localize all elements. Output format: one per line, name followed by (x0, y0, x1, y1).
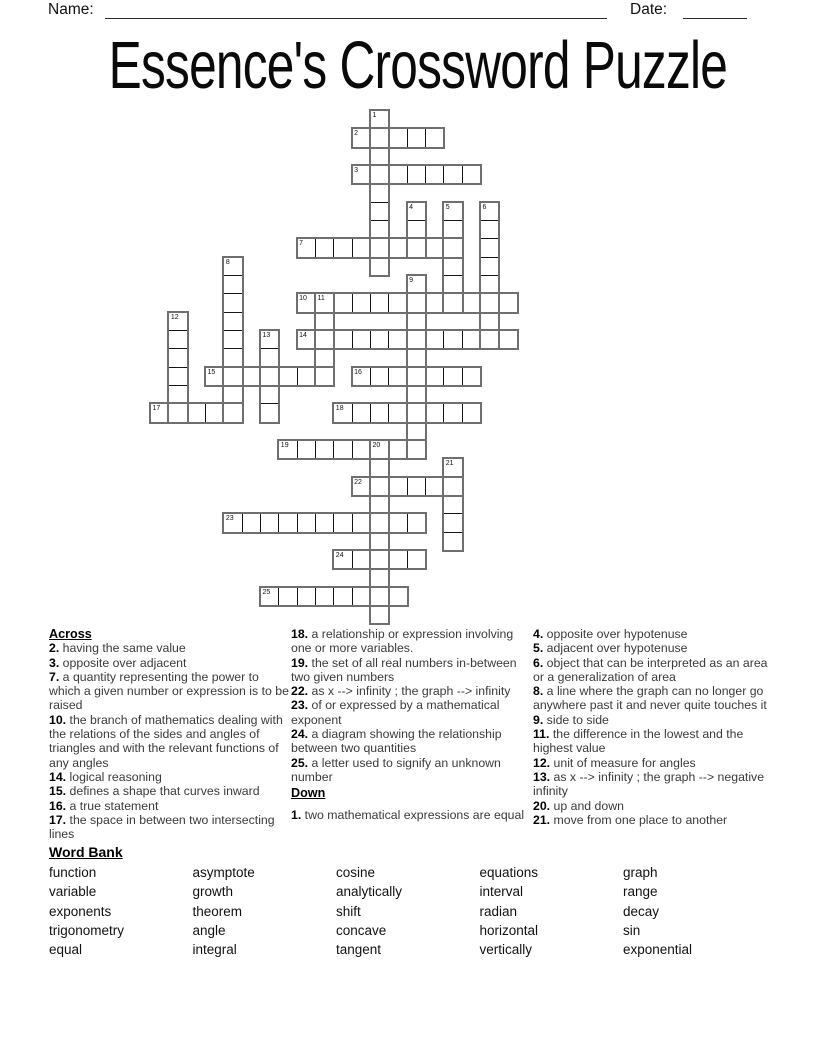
grid-cell[interactable] (352, 513, 371, 532)
clue-item: 17. the space in between two intersecting lines (49, 812, 275, 842)
clue-number: 13. (533, 769, 551, 784)
grid-cell[interactable] (443, 165, 462, 184)
grid-cell[interactable] (370, 477, 389, 496)
word-bank-word: angle (192, 922, 226, 938)
clue-number: 2. (49, 641, 60, 656)
word-bank-word: theorem (192, 903, 243, 919)
clue-number: 4. (533, 627, 544, 641)
down-header: Down (291, 786, 326, 801)
grid-cell[interactable] (388, 477, 407, 496)
grid-cell[interactable] (425, 165, 444, 184)
grid-cell[interactable] (168, 385, 187, 404)
grid-cell[interactable] (352, 238, 371, 257)
grid-number: 18 (335, 405, 344, 413)
clue-number: 11. (533, 727, 550, 742)
grid-cell[interactable] (352, 293, 371, 312)
word-bank-word: asymptote (192, 865, 255, 880)
grid-cell[interactable] (443, 330, 462, 349)
grid-cell[interactable] (498, 293, 517, 312)
grid-cell[interactable] (462, 165, 481, 184)
word-bank-word: integral (192, 942, 237, 958)
grid-number: 1 (372, 112, 377, 119)
grid-cell[interactable] (370, 550, 389, 569)
grid-cell[interactable] (407, 477, 426, 496)
word-bank-word: variable (49, 884, 97, 900)
grid-number: 16 (354, 368, 362, 376)
grid-cell[interactable] (498, 330, 517, 349)
clue-number: 19. (291, 655, 309, 670)
grid-cell[interactable] (407, 550, 426, 569)
grid-cell[interactable] (443, 257, 462, 276)
down-clues-part2 (533, 627, 773, 827)
grid-cell[interactable] (223, 312, 242, 331)
clue-item: 8. a line where the graph can no longer go anywhere past it and never quite touches it (533, 684, 767, 713)
clues-column-1 (49, 627, 289, 841)
grid-cell[interactable] (443, 275, 462, 294)
grid-cell[interactable] (462, 293, 481, 312)
clue-item: 18. a relationship or expression involving one or more variables. (291, 627, 514, 656)
clue-item: 9. side to side (533, 712, 609, 727)
grid-cell[interactable] (352, 403, 371, 422)
grid-cell[interactable] (388, 128, 407, 147)
grid-cell[interactable] (333, 587, 352, 606)
grid-cell[interactable] (388, 440, 407, 459)
word-bank-word: tangent (336, 942, 382, 958)
grid-cell[interactable] (443, 513, 462, 532)
clue-item: 7. a quantity representing the power to which a given number or expression is to be raised (49, 669, 289, 713)
grid-cell[interactable] (315, 238, 334, 257)
grid-cell[interactable] (407, 220, 426, 239)
clue-number: 5. (533, 641, 544, 656)
grid-cell[interactable] (260, 348, 279, 367)
grid-cell[interactable] (425, 330, 444, 349)
word-bank-word: concave (336, 922, 387, 938)
grid-number: 6 (482, 203, 487, 211)
grid-cell[interactable] (370, 605, 389, 624)
grid-number: 11 (317, 295, 325, 303)
grid-cell[interactable] (370, 458, 389, 477)
grid-number: 13 (262, 331, 271, 339)
clue-number: 17. (49, 812, 67, 827)
grid-number: 10 (299, 295, 307, 303)
grid-cell[interactable] (370, 568, 389, 587)
clue-item: 5. adjacent over hypotenuse (533, 641, 688, 656)
grid-cell[interactable] (480, 275, 499, 294)
word-bank-word: exponential (623, 942, 693, 958)
grid-cell[interactable] (462, 330, 481, 349)
word-bank-column (623, 863, 763, 959)
page-title: Essence's Crossword Puzzle (108, 28, 728, 103)
grid-cell[interactable] (370, 513, 389, 532)
grid-cell[interactable] (480, 238, 499, 257)
grid-cell[interactable] (352, 440, 371, 459)
grid-cell[interactable] (315, 367, 334, 386)
grid-cell[interactable] (260, 513, 279, 532)
word-bank-word: decay (623, 903, 660, 919)
grid-cell[interactable] (462, 367, 481, 386)
grid-cell[interactable] (370, 330, 389, 349)
grid-cell[interactable] (223, 403, 242, 422)
grid-number: 4 (409, 203, 414, 211)
word-bank-word: radian (479, 903, 518, 919)
grid-cell[interactable] (388, 330, 407, 349)
grid-number: 24 (335, 551, 344, 559)
grid-cell[interactable] (260, 385, 279, 404)
grid-cell[interactable] (407, 367, 426, 386)
clue-number: 1. (291, 807, 302, 822)
word-bank-header: Word Bank (49, 844, 123, 860)
clue-item: 14. logical reasoning (49, 769, 162, 784)
clue-item: 22. as x --> infinity ; the graph --> infinity (291, 684, 511, 699)
clue-number: 20. (533, 798, 551, 813)
grid-number: 3 (354, 166, 359, 174)
clue-item: 16. a true statement (49, 798, 159, 813)
grid-cell[interactable] (388, 238, 407, 257)
clue-number: 14. (49, 769, 67, 784)
clue-item: 25. a letter used to signify an unknown number (291, 755, 501, 784)
grid-number: 14 (299, 331, 307, 339)
grid-cell[interactable] (223, 293, 242, 312)
grid-cell[interactable] (205, 403, 224, 422)
grid-number: 22 (354, 478, 362, 486)
clue-item: 1. two mathematical expressions are equal (291, 807, 525, 822)
clue-number: 10. (49, 712, 67, 727)
clue-item: 20. up and down (533, 798, 624, 813)
grid-cell[interactable] (388, 165, 407, 184)
clue-item: 2. having the same value (49, 641, 186, 656)
grid-cell[interactable] (315, 312, 334, 331)
grid-cell[interactable] (370, 238, 389, 257)
grid-cell[interactable] (370, 532, 389, 551)
grid-cell[interactable] (443, 220, 462, 239)
date-label: Date: (630, 1, 668, 18)
grid-cell[interactable] (352, 550, 371, 569)
word-bank-column (480, 863, 620, 959)
clue-number: 7. (49, 669, 60, 684)
grid-number: 23 (225, 515, 234, 523)
grid-number: 7 (299, 240, 304, 248)
grid-cell[interactable] (443, 238, 462, 257)
grid-number: 21 (445, 460, 454, 468)
grid-cell[interactable] (242, 513, 261, 532)
grid-cell[interactable] (425, 128, 444, 147)
grid-cell[interactable] (315, 513, 334, 532)
word-bank-word: function (49, 865, 97, 880)
across-header: Across (49, 627, 92, 641)
grid-cell[interactable] (425, 477, 444, 496)
across-clues-part1 (49, 641, 289, 841)
grid-cell[interactable] (297, 440, 316, 459)
word-bank-word: horizontal (479, 922, 539, 938)
grid-cell[interactable] (370, 367, 389, 386)
grid-cell[interactable] (315, 587, 334, 606)
grid-number: 17 (152, 405, 161, 413)
grid-cell[interactable] (462, 403, 481, 422)
grid-cell[interactable] (370, 257, 389, 276)
grid-cell[interactable] (443, 495, 462, 514)
grid-cell[interactable] (168, 348, 187, 367)
grid-cell[interactable] (370, 128, 389, 147)
grid-cell[interactable] (370, 587, 389, 606)
grid-cell[interactable] (168, 403, 187, 422)
word-bank-word: analytically (336, 884, 403, 900)
grid-cell[interactable] (370, 220, 389, 239)
grid-cell[interactable] (443, 293, 462, 312)
word-bank-column (49, 863, 189, 959)
grid-cell[interactable] (333, 330, 352, 349)
grid-cell[interactable] (333, 293, 352, 312)
grid-cell[interactable] (480, 330, 499, 349)
clue-number: 15. (49, 784, 67, 799)
grid-number: 20 (372, 441, 381, 449)
clue-item: 4. opposite over hypotenuse (533, 627, 688, 641)
word-bank-word: trigonometry (49, 922, 125, 938)
grid-cell[interactable] (370, 183, 389, 202)
grid-cell[interactable] (480, 293, 499, 312)
grid-cell[interactable] (297, 587, 316, 606)
clue-item: 13. as x --> infinity ; the graph --> negative infinity (533, 769, 765, 799)
word-bank-column (193, 863, 333, 959)
clue-item: 24. a diagram showing the relationship between two quantities (291, 727, 502, 756)
grid-cell[interactable] (352, 330, 371, 349)
clue-number: 16. (49, 798, 67, 813)
grid-cell[interactable] (223, 275, 242, 294)
grid-cell[interactable] (168, 330, 187, 349)
grid-number: 5 (445, 203, 450, 211)
grid-cell[interactable] (407, 385, 426, 404)
grid-cell[interactable] (223, 385, 242, 404)
grid-cell[interactable] (370, 147, 389, 166)
grid-cell[interactable] (260, 367, 279, 386)
grid-cell[interactable] (297, 367, 316, 386)
grid-number: 2 (354, 130, 359, 138)
grid-cell[interactable] (407, 330, 426, 349)
clue-number: 24. (291, 727, 309, 742)
grid-cell[interactable] (407, 128, 426, 147)
word-bank-column (336, 863, 476, 959)
grid-number: 9 (409, 276, 414, 284)
clue-item: 3. opposite over adjacent (49, 655, 187, 670)
grid-cell[interactable] (388, 293, 407, 312)
clue-item: 10. the branch of mathematics dealing with the relations of the sides and angles of triangles and with the relevant functions of any angles (49, 712, 283, 770)
grid-cell[interactable] (425, 403, 444, 422)
grid-number: 25 (262, 588, 271, 596)
clue-item: 19. the set of all real numbers in-between two given numbers (291, 655, 517, 684)
word-bank-word: vertically (479, 942, 533, 958)
clue-item: 23. of or expressed by a mathematical exponent (291, 698, 500, 727)
word-bank-word: interval (479, 884, 524, 900)
grid-number: 15 (207, 368, 216, 376)
clue-number: 23. (291, 698, 309, 713)
clue-item: 21. move from one place to another (533, 812, 728, 827)
grid-cell[interactable] (315, 440, 334, 459)
grid-cell[interactable] (407, 513, 426, 532)
word-bank-word: range (623, 884, 658, 900)
grid-cell[interactable] (278, 367, 297, 386)
clue-item: 11. the difference in the lowest and the highest value (533, 727, 744, 756)
word-bank-word: cosine (336, 865, 376, 880)
grid-number: 12 (170, 313, 179, 321)
grid-cell[interactable] (407, 422, 426, 441)
grid-cell[interactable] (407, 293, 426, 312)
grid-cell[interactable] (297, 513, 316, 532)
grid-cell[interactable] (407, 238, 426, 257)
grid-cell[interactable] (315, 330, 334, 349)
across-clues-part2 (291, 627, 531, 784)
word-bank-word: sin (623, 922, 641, 938)
clues-column-2 (291, 627, 531, 822)
grid-cell[interactable] (425, 367, 444, 386)
grid-cell[interactable] (388, 550, 407, 569)
grid-cell[interactable] (443, 403, 462, 422)
grid-cell[interactable] (480, 257, 499, 276)
clue-item: 12. unit of measure for angles (533, 755, 696, 770)
word-bank-word: shift (336, 903, 361, 919)
grid-cell[interactable] (388, 587, 407, 606)
grid-cell[interactable] (370, 403, 389, 422)
grid-cell[interactable] (333, 440, 352, 459)
grid-cell[interactable] (407, 312, 426, 331)
clues-column-3 (533, 627, 773, 827)
grid-cell[interactable] (388, 513, 407, 532)
grid-cell[interactable] (425, 238, 444, 257)
grid-cell[interactable] (407, 348, 426, 367)
down-clues-part1 (291, 808, 531, 822)
word-bank-word: growth (192, 884, 234, 900)
clue-number: 6. (533, 655, 544, 670)
grid-cell[interactable] (333, 238, 352, 257)
clue-item: 15. defines a shape that curves inward (49, 784, 260, 799)
word-bank-word: equations (479, 865, 539, 880)
grid-cell[interactable] (480, 312, 499, 331)
word-bank-word: exponents (49, 903, 112, 919)
grid-cell[interactable] (278, 587, 297, 606)
grid-cell[interactable] (223, 330, 242, 349)
grid-cell[interactable] (168, 367, 187, 386)
name-label: Name: (48, 1, 94, 18)
grid-cell[interactable] (370, 495, 389, 514)
grid-cell[interactable] (388, 367, 407, 386)
grid-cell[interactable] (407, 440, 426, 459)
grid-cell[interactable] (370, 293, 389, 312)
grid-cell[interactable] (443, 532, 462, 551)
grid-cell[interactable] (242, 367, 261, 386)
clue-number: 8. (533, 684, 544, 699)
grid-cell[interactable] (260, 403, 279, 422)
grid-cell[interactable] (278, 513, 297, 532)
word-bank-word: graph (623, 865, 658, 880)
grid-cell[interactable] (370, 202, 389, 221)
grid-cell[interactable] (443, 367, 462, 386)
clue-number: 12. (533, 755, 551, 770)
clue-number: 9. (533, 712, 544, 727)
grid-cell[interactable] (352, 587, 371, 606)
clue-item: 6. object that can be interpreted as an area or a generalization of area (533, 655, 768, 684)
word-bank-word: equal (49, 942, 83, 958)
grid-cell[interactable] (315, 348, 334, 367)
grid-cell[interactable] (425, 293, 444, 312)
grid-cell[interactable] (407, 403, 426, 422)
grid-cell[interactable] (407, 165, 426, 184)
grid-cell[interactable] (443, 477, 462, 496)
grid-cell[interactable] (370, 165, 389, 184)
clue-number: 3. (49, 655, 60, 670)
grid-cell[interactable] (480, 220, 499, 239)
clue-number: 22. (291, 684, 309, 699)
grid-cell[interactable] (223, 367, 242, 386)
clue-number: 21. (533, 812, 551, 827)
grid-number: 19 (280, 441, 289, 449)
grid-cell[interactable] (333, 513, 352, 532)
clue-number: 18. (291, 627, 309, 641)
grid-cell[interactable] (388, 403, 407, 422)
grid-cell[interactable] (187, 403, 206, 422)
grid-number: 8 (225, 258, 230, 266)
clue-number: 25. (291, 755, 309, 770)
grid-cell[interactable] (223, 348, 242, 367)
